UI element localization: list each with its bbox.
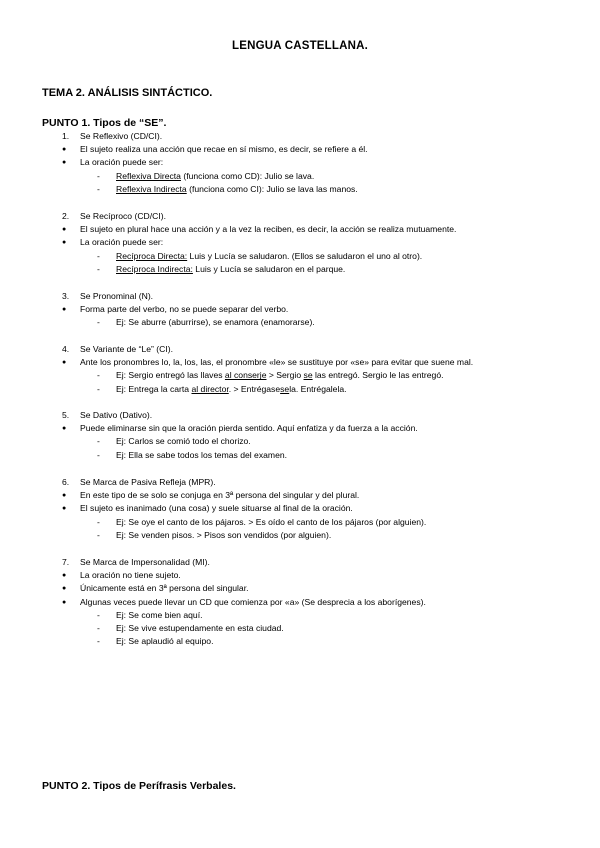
underlined-term: Reflexiva Directa (116, 170, 181, 181)
dash-item (42, 635, 572, 648)
bullet-item (42, 156, 572, 169)
underlined-term: Recíproca Directa: (116, 250, 188, 261)
bullet-text: La oración no tiene sujeto. (80, 570, 181, 581)
bullet-item (42, 596, 572, 609)
tema-heading: TEMA 2. ANÁLISIS SINTÁCTICO. (42, 87, 213, 99)
bullet-text: La oración puede ser: (80, 157, 164, 168)
bullet-text: En este tipo de se solo se conjuga en 3ª persona del singular y del plural. (80, 490, 360, 501)
dash-icon: - (97, 317, 100, 328)
punto1-heading: PUNTO 1. Tipos de “SE”. (42, 117, 167, 129)
bullet-item (42, 236, 572, 249)
dash-text: Ej: Se come bien aquí. (116, 609, 203, 620)
bullet-text: Ante los pronombres lo, la, los, las, el pronombre «le» se sustituye por «se» para evitar que suene mal. (80, 357, 474, 368)
dash-icon: - (97, 250, 100, 261)
section-heading: Se Reflexivo (CD/CI). (80, 131, 163, 141)
bullet-icon: ● (62, 585, 67, 593)
dash-item (42, 516, 572, 529)
bullet-text: El sujeto es inanimado (una cosa) y suele situarse al final de la oración. (80, 503, 353, 514)
dash-item (42, 609, 572, 622)
bullet-text: Forma parte del verbo, no se puede separar del verbo. (80, 304, 289, 315)
dash-item (42, 622, 572, 635)
dash-icon: - (97, 529, 100, 540)
dash-item (42, 449, 572, 462)
dash-icon: - (97, 623, 100, 634)
underlined-term: Recíproca Indirecta: (116, 263, 193, 274)
bullet-text: El sujeto en plural hace una acción y a la vez la reciben, es decir, la acción se realiza mutuamente. (80, 224, 457, 235)
section-se-dativo (42, 409, 572, 462)
dash-text: (funciona como CI): Julio se lava las manos. (186, 183, 358, 194)
dash-icon: - (97, 516, 100, 527)
bullet-icon: ● (62, 425, 67, 433)
list-number: 1. (62, 131, 70, 141)
section-heading: Se Pronominal (N). (80, 291, 154, 301)
section-heading-line (42, 409, 572, 422)
dash-text: Ej: Se vive estupendamente en esta ciudad. (116, 623, 284, 634)
bullet-icon: ● (62, 572, 67, 580)
dash-item (42, 170, 572, 183)
dash-text: Ej: Se aplaudió al equipo. (116, 636, 214, 647)
list-number: 6. (62, 477, 70, 487)
list-number: 5. (62, 410, 70, 420)
underlined-term: Reflexiva Indirecta (116, 183, 187, 194)
dash-item (42, 250, 572, 263)
section-se-variante-le (42, 343, 572, 396)
dash-text: la. Entrégalela. (289, 383, 347, 394)
section-heading: Se Marca de Pasiva Refleja (MPR). (80, 477, 216, 487)
dash-icon: - (97, 263, 100, 274)
section-se-pasiva-refleja (42, 476, 572, 542)
dash-text: las entregó. Sergio le las entregó. (312, 370, 444, 381)
dash-text: Ej: Se venden pisos. > Pisos son vendidos (por alguien). (116, 529, 332, 540)
bullet-icon: ● (62, 159, 67, 167)
bullet-item (42, 303, 572, 316)
bullet-item (42, 422, 572, 435)
bullet-item (42, 502, 572, 515)
section-heading-line (42, 210, 572, 223)
bullet-item (42, 356, 572, 369)
bullet-icon: ● (62, 598, 67, 606)
section-heading: Se Recíproco (CD/CI). (80, 211, 166, 221)
bullet-icon: ● (62, 239, 67, 247)
section-heading-line (42, 130, 572, 143)
dash-text: > Sergio (266, 370, 304, 381)
underlined-term: se (280, 383, 290, 394)
underlined-term: se (303, 370, 313, 381)
dash-text: Ej: Se aburre (aburrirse), se enamora (enamorarse). (116, 317, 315, 328)
dash-icon: - (97, 370, 100, 381)
bullet-text: Puede eliminarse sin que la oración pierda sentido. Aquí enfatiza y da fuerza a la acción. (80, 423, 418, 434)
bullet-item (42, 569, 572, 582)
dash-text: Ej: Sergio entregó las llaves (116, 370, 225, 381)
section-heading-line (42, 476, 572, 489)
dash-text: Luis y Lucía se saludaron. (Ellos se saludaron el uno al otro). (187, 250, 423, 261)
section-se-impersonalidad (42, 556, 572, 648)
dash-item (42, 369, 572, 382)
dash-text: Ej: Se oye el canto de los pájaros. > Es oído el canto de los pájaros (por alguien). (116, 516, 427, 527)
bullet-item (42, 223, 572, 236)
dash-icon: - (97, 609, 100, 620)
bullet-text: Únicamente está en 3ª persona del singular. (80, 583, 249, 594)
bullet-item (42, 489, 572, 502)
dash-icon: - (97, 436, 100, 447)
dash-icon: - (97, 449, 100, 460)
bullet-icon: ● (62, 306, 67, 314)
section-se-pronominal (42, 290, 572, 330)
bullet-item (42, 143, 572, 156)
dash-text: . > Entrégase (228, 383, 281, 394)
list-number: 2. (62, 211, 70, 221)
bullet-text: La oración puede ser: (80, 237, 164, 248)
section-heading-line (42, 556, 572, 569)
bullet-text: El sujeto realiza una acción que recae en sí mismo, es decir, se refiere a él. (80, 144, 368, 155)
dash-icon: - (97, 383, 100, 394)
bullet-icon: ● (62, 505, 67, 513)
bullet-item (42, 582, 572, 595)
section-heading-line (42, 290, 572, 303)
dash-item (42, 383, 572, 396)
section-se-reflexivo (42, 130, 572, 196)
dash-text: Ej: Entrega la carta (116, 383, 192, 394)
document-title: LENGUA CASTELLANA. (231, 40, 369, 52)
dash-text: Ej: Carlos se comió todo el chorizo. (116, 436, 251, 447)
underlined-term: al conserje (224, 370, 267, 381)
dash-text: Ej: Ella se sabe todos los temas del examen. (116, 449, 288, 460)
dash-item (42, 435, 572, 448)
dash-item (42, 183, 572, 196)
section-heading-line (42, 343, 572, 356)
dash-icon: - (97, 170, 100, 181)
dash-icon: - (97, 183, 100, 194)
bullet-text: Algunas veces puede llevar un CD que comienza por «a» (Se desprecia a los aborígenes). (80, 596, 426, 607)
bullet-icon: ● (62, 226, 67, 234)
section-se-reciproco (42, 210, 572, 276)
underlined-term: al director (191, 383, 229, 394)
bullet-icon: ● (62, 359, 67, 367)
bullet-icon: ● (62, 492, 67, 500)
dash-icon: - (97, 636, 100, 647)
bullet-icon: ● (62, 146, 67, 154)
list-number: 3. (62, 291, 70, 301)
dash-item (42, 529, 572, 542)
dash-item (42, 316, 572, 329)
punto2-heading: PUNTO 2. Tipos de Perífrasis Verbales. (42, 780, 236, 792)
section-heading: Se Dativo (Dativo). (80, 410, 153, 420)
list-number: 7. (62, 557, 70, 567)
section-heading: Se Marca de Impersonalidad (MI). (80, 557, 210, 567)
dash-item (42, 263, 572, 276)
dash-text: Luis y Lucía se saludaron en el parque. (192, 263, 346, 274)
dash-text: (funciona como CD): Julio se lava. (180, 170, 315, 181)
section-heading: Se Variante de “Le” (CI). (80, 344, 173, 354)
list-number: 4. (62, 344, 70, 354)
